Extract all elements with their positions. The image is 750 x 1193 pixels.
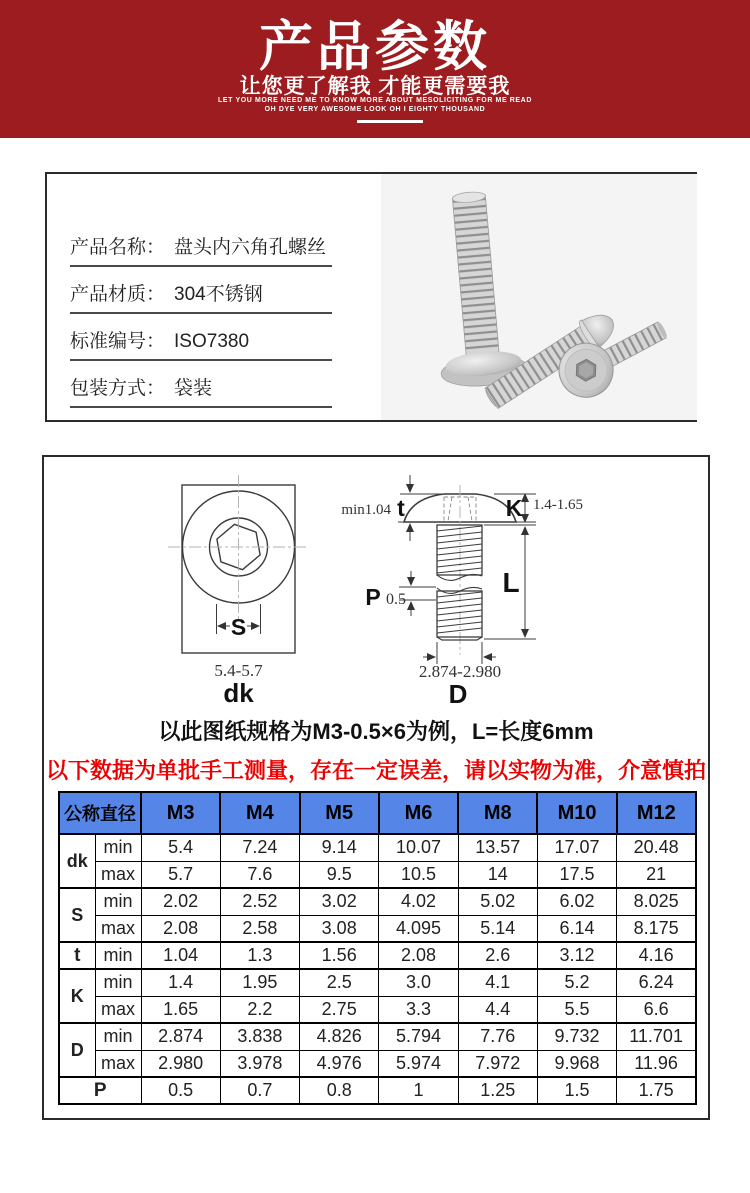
- header-banner: [0, 0, 750, 138]
- t-min-value: min1.04: [341, 502, 391, 518]
- table-row: [59, 942, 696, 969]
- spec-value-cell: 0.5: [141, 1077, 220, 1104]
- spec-value-cell: 13.57: [458, 834, 537, 861]
- spec-value-cell: 3.02: [300, 888, 379, 915]
- product-info-label: 包装方式：: [70, 378, 166, 399]
- spec-group-label: P: [59, 1077, 141, 1104]
- table-row: [59, 969, 696, 996]
- table-row: [59, 1077, 696, 1104]
- spec-value-cell: 7.972: [458, 1050, 537, 1077]
- spec-value-cell: 2.52: [220, 888, 299, 915]
- spec-sub-label: min: [95, 1023, 141, 1050]
- spec-value-cell: 1.75: [617, 1077, 696, 1104]
- spec-value-cell: 2.75: [300, 996, 379, 1023]
- spec-value-cell: 5.4: [141, 834, 220, 861]
- product-info-label: 产品名称：: [70, 237, 166, 258]
- spec-col-header: M8: [458, 792, 537, 834]
- k-label: K: [505, 495, 523, 521]
- spec-value-cell: 2.02: [141, 888, 220, 915]
- spec-sub-label: min: [95, 834, 141, 861]
- product-info-row: [70, 373, 332, 408]
- table-row: [59, 915, 696, 942]
- spec-col-header: 公称直径: [59, 792, 141, 834]
- spec-value-cell: 10.07: [379, 834, 458, 861]
- spec-value-cell: 3.3: [379, 996, 458, 1023]
- spec-value-cell: 20.48: [617, 834, 696, 861]
- spec-value-cell: 1.3: [220, 942, 299, 969]
- spec-group-label: D: [59, 1023, 95, 1077]
- spec-col-header: M6: [379, 792, 458, 834]
- spec-value-cell: 5.7: [141, 861, 220, 888]
- spec-sub-label: min: [95, 969, 141, 996]
- spec-value-cell: 5.5: [537, 996, 616, 1023]
- spec-value-cell: 6.24: [617, 969, 696, 996]
- spec-value-cell: 1.65: [141, 996, 220, 1023]
- spec-col-header: M3: [141, 792, 220, 834]
- spec-group-label: S: [59, 888, 95, 942]
- spec-value-cell: 4.095: [379, 915, 458, 942]
- product-info-row: [70, 326, 332, 361]
- page-title: 产品参数: [259, 17, 491, 77]
- spec-value-cell: 6.14: [537, 915, 616, 942]
- spec-value-cell: 3.978: [220, 1050, 299, 1077]
- spec-col-header: M12: [617, 792, 696, 834]
- spec-value-cell: 1: [379, 1077, 458, 1104]
- spec-value-cell: 7.76: [458, 1023, 537, 1050]
- spec-col-header: M4: [220, 792, 299, 834]
- header-tagline-en-1: LET YOU MORE NEED ME TO KNOW MORE ABOUT MESOLICITING FOR ME READ: [218, 97, 532, 104]
- spec-value-cell: 4.4: [458, 996, 537, 1023]
- header-tagline-en-2: OH DYE VERY AWESOME LOOK OH I EIGHTY THOUSAND: [264, 106, 486, 113]
- table-row: [59, 861, 696, 888]
- spec-value-cell: 2.08: [379, 942, 458, 969]
- spec-value-cell: 1.4: [141, 969, 220, 996]
- spec-group-label: t: [59, 942, 95, 969]
- spec-sub-label: max: [95, 861, 141, 888]
- spec-value-cell: 10.5: [379, 861, 458, 888]
- spec-value-cell: 5.02: [458, 888, 537, 915]
- header-divider: [357, 120, 423, 123]
- spec-value-cell: 7.24: [220, 834, 299, 861]
- spec-value-cell: 4.976: [300, 1050, 379, 1077]
- product-info-box: [45, 172, 697, 422]
- d-range-value: 2.874-2.980: [418, 662, 502, 681]
- spec-value-cell: 3.838: [220, 1023, 299, 1050]
- dk-label: dk: [223, 678, 254, 708]
- d-label: D: [448, 679, 468, 709]
- product-info-value: ISO7380: [174, 331, 250, 352]
- spec-value-cell: 5.14: [458, 915, 537, 942]
- spec-value-cell: 1.95: [220, 969, 299, 996]
- spec-value-cell: 1.04: [141, 942, 220, 969]
- product-info-value: 盘头内六角孔螺丝: [174, 237, 327, 258]
- p-label: P: [365, 584, 381, 610]
- spec-value-cell: 2.2: [220, 996, 299, 1023]
- spec-value-cell: 4.16: [617, 942, 696, 969]
- spec-header-row: [59, 792, 696, 834]
- table-row: [59, 834, 696, 861]
- spec-sub-label: min: [95, 942, 141, 969]
- table-row: [59, 996, 696, 1023]
- spec-note: 以此图纸规格为M3-0.5×6为例，L=长度6mm: [158, 719, 594, 744]
- spec-value-cell: 2.980: [141, 1050, 220, 1077]
- p-value: 0.5: [386, 591, 406, 608]
- spec-table: [58, 791, 697, 1105]
- product-info-list: [70, 232, 332, 420]
- spec-value-cell: 9.14: [300, 834, 379, 861]
- spec-value-cell: 3.08: [300, 915, 379, 942]
- s-dimension-label: S: [230, 614, 247, 640]
- spec-sub-label: max: [95, 915, 141, 942]
- product-info-label: 产品材质：: [70, 284, 166, 305]
- spec-value-cell: 8.025: [617, 888, 696, 915]
- spec-value-cell: 17.07: [537, 834, 616, 861]
- table-row: [59, 888, 696, 915]
- screws-illustration: [381, 174, 697, 420]
- table-row: [59, 1023, 696, 1050]
- spec-value-cell: 0.8: [300, 1077, 379, 1104]
- spec-value-cell: 5.794: [379, 1023, 458, 1050]
- spec-value-cell: 0.7: [220, 1077, 299, 1104]
- measurement-warning: 以下数据为单批手工测量，存在一定误差，请以实物为准，介意慎拍: [45, 758, 706, 783]
- dk-range-value: 5.4-5.7: [214, 661, 263, 680]
- spec-sub-label: min: [95, 888, 141, 915]
- spec-box: [42, 455, 710, 1120]
- spec-value-cell: 6.6: [617, 996, 696, 1023]
- spec-group-label: K: [59, 969, 95, 1023]
- technical-drawing: [44, 457, 712, 712]
- spec-value-cell: 1.25: [458, 1077, 537, 1104]
- spec-value-cell: 8.175: [617, 915, 696, 942]
- spec-value-cell: 14: [458, 861, 537, 888]
- header-subtitle: 让您更了解我 才能更需要我: [239, 75, 511, 98]
- spec-col-header: M5: [300, 792, 379, 834]
- t-label: t: [397, 495, 405, 521]
- l-label: L: [502, 567, 520, 598]
- spec-value-cell: 9.732: [537, 1023, 616, 1050]
- spec-value-cell: 17.5: [537, 861, 616, 888]
- spec-value-cell: 1.5: [537, 1077, 616, 1104]
- product-info-value: 304不锈钢: [174, 284, 263, 305]
- spec-value-cell: 11.96: [617, 1050, 696, 1077]
- k-range-value: 1.4-1.65: [533, 497, 583, 513]
- spec-value-cell: 4.826: [300, 1023, 379, 1050]
- product-info-label: 标准编号：: [70, 331, 166, 352]
- table-row: [59, 1050, 696, 1077]
- spec-value-cell: 2.5: [300, 969, 379, 996]
- spec-group-label: dk: [59, 834, 95, 888]
- spec-value-cell: 3.0: [379, 969, 458, 996]
- spec-value-cell: 4.1: [458, 969, 537, 996]
- spec-col-header: M10: [537, 792, 616, 834]
- spec-value-cell: 7.6: [220, 861, 299, 888]
- product-photo: [381, 174, 697, 420]
- screw-illustration: [426, 189, 529, 390]
- spec-sub-label: max: [95, 996, 141, 1023]
- product-info-row: [70, 279, 332, 314]
- screw-illustration: [550, 305, 677, 407]
- spec-value-cell: 9.5: [300, 861, 379, 888]
- product-info-row: [70, 232, 332, 267]
- spec-value-cell: 3.12: [537, 942, 616, 969]
- spec-value-cell: 1.56: [300, 942, 379, 969]
- spec-sub-label: max: [95, 1050, 141, 1077]
- spec-value-cell: 11.701: [617, 1023, 696, 1050]
- spec-value-cell: 5.974: [379, 1050, 458, 1077]
- spec-value-cell: 9.968: [537, 1050, 616, 1077]
- spec-value-cell: 6.02: [537, 888, 616, 915]
- spec-value-cell: 5.2: [537, 969, 616, 996]
- product-info-value: 袋装: [174, 378, 213, 399]
- spec-value-cell: 2.6: [458, 942, 537, 969]
- spec-value-cell: 4.02: [379, 888, 458, 915]
- spec-value-cell: 21: [617, 861, 696, 888]
- spec-value-cell: 2.874: [141, 1023, 220, 1050]
- spec-value-cell: 2.58: [220, 915, 299, 942]
- spec-value-cell: 2.08: [141, 915, 220, 942]
